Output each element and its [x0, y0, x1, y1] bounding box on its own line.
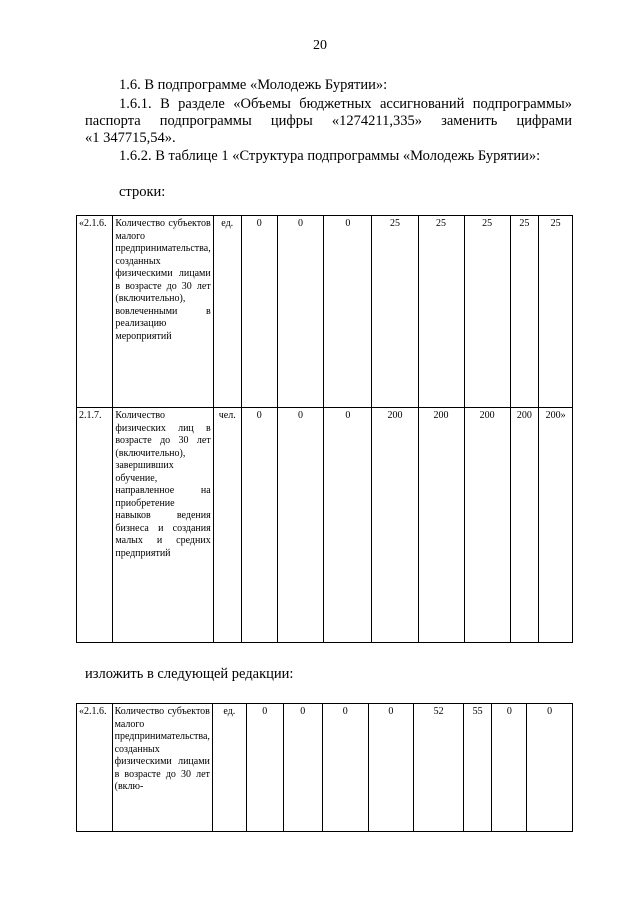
- page-number: 20: [313, 38, 327, 53]
- row-value: 200: [372, 408, 418, 643]
- row-value: 25: [539, 216, 573, 408]
- row-indicator-name: Количество физических лиц в возрасте до 30 лет (включительно), завершивших обучение, направленное на приобретение навыков ведения бизнеса и создания малых и средних предприятий: [113, 408, 213, 643]
- row-value: 0: [492, 704, 527, 832]
- row-unit: чел.: [213, 408, 241, 643]
- row-value: 0: [322, 704, 368, 832]
- row-value: 52: [414, 704, 464, 832]
- row-code: 2.1.7.: [77, 408, 113, 643]
- row-value: 200: [418, 408, 464, 643]
- row-value: 0: [277, 216, 323, 408]
- row-value: 0: [246, 704, 283, 832]
- row-unit: ед.: [212, 704, 246, 832]
- row-value: 0: [241, 408, 277, 643]
- row-value: 200»: [539, 408, 573, 643]
- row-value: 25: [418, 216, 464, 408]
- row-value: 200: [464, 408, 510, 643]
- row-value: 25: [372, 216, 418, 408]
- table-row: [77, 408, 573, 643]
- paragraph-1-6-1-line1: 1.6.1. В разделе «Объемы бюджетных ассигнований подпрограммы»: [119, 96, 572, 112]
- row-unit: ед.: [213, 216, 241, 408]
- row-indicator-name: Количество субъектов малого предпринимательства, созданных физическими лицами в возрасте до 30 лет (включительно), вовлеченными в реализацию мероприятий: [113, 216, 213, 408]
- row-value: 0: [368, 704, 414, 832]
- paragraph-new-edition-label: изложить в следующей редакции:: [85, 666, 294, 682]
- table-row: [77, 216, 573, 408]
- row-value: 0: [241, 216, 277, 408]
- row-indicator-name: Количество субъектов малого предпринимательства, созданных физическими лицами в возрасте до 30 лет (вклю-: [112, 704, 212, 832]
- row-value: 200: [510, 408, 539, 643]
- row-value: 0: [324, 408, 372, 643]
- paragraph-1-6-1-line2: паспорта подпрограммы цифры «1274211,335» заменить цифрами: [85, 113, 572, 129]
- paragraph-rows-label: строки:: [119, 184, 166, 200]
- row-value: 25: [510, 216, 539, 408]
- row-value: 0: [324, 216, 372, 408]
- row-code: «2.1.6.: [77, 216, 113, 408]
- table-row: [77, 704, 573, 832]
- table-existing-rows: [76, 215, 573, 643]
- row-value: 0: [277, 408, 323, 643]
- row-value: 0: [283, 704, 322, 832]
- paragraph-1-6-2: 1.6.2. В таблице 1 «Структура подпрограммы «Молодежь Бурятии»:: [119, 148, 541, 164]
- row-value: 0: [527, 704, 573, 832]
- paragraph-1-6-1-line3: «1 347715,54».: [85, 130, 176, 146]
- row-value: 55: [464, 704, 492, 832]
- row-code: «2.1.6.: [77, 704, 113, 832]
- table-new-rows: [76, 703, 573, 832]
- paragraph-1-6: 1.6. В подпрограмме «Молодежь Бурятии»:: [119, 77, 388, 93]
- row-value: 25: [464, 216, 510, 408]
